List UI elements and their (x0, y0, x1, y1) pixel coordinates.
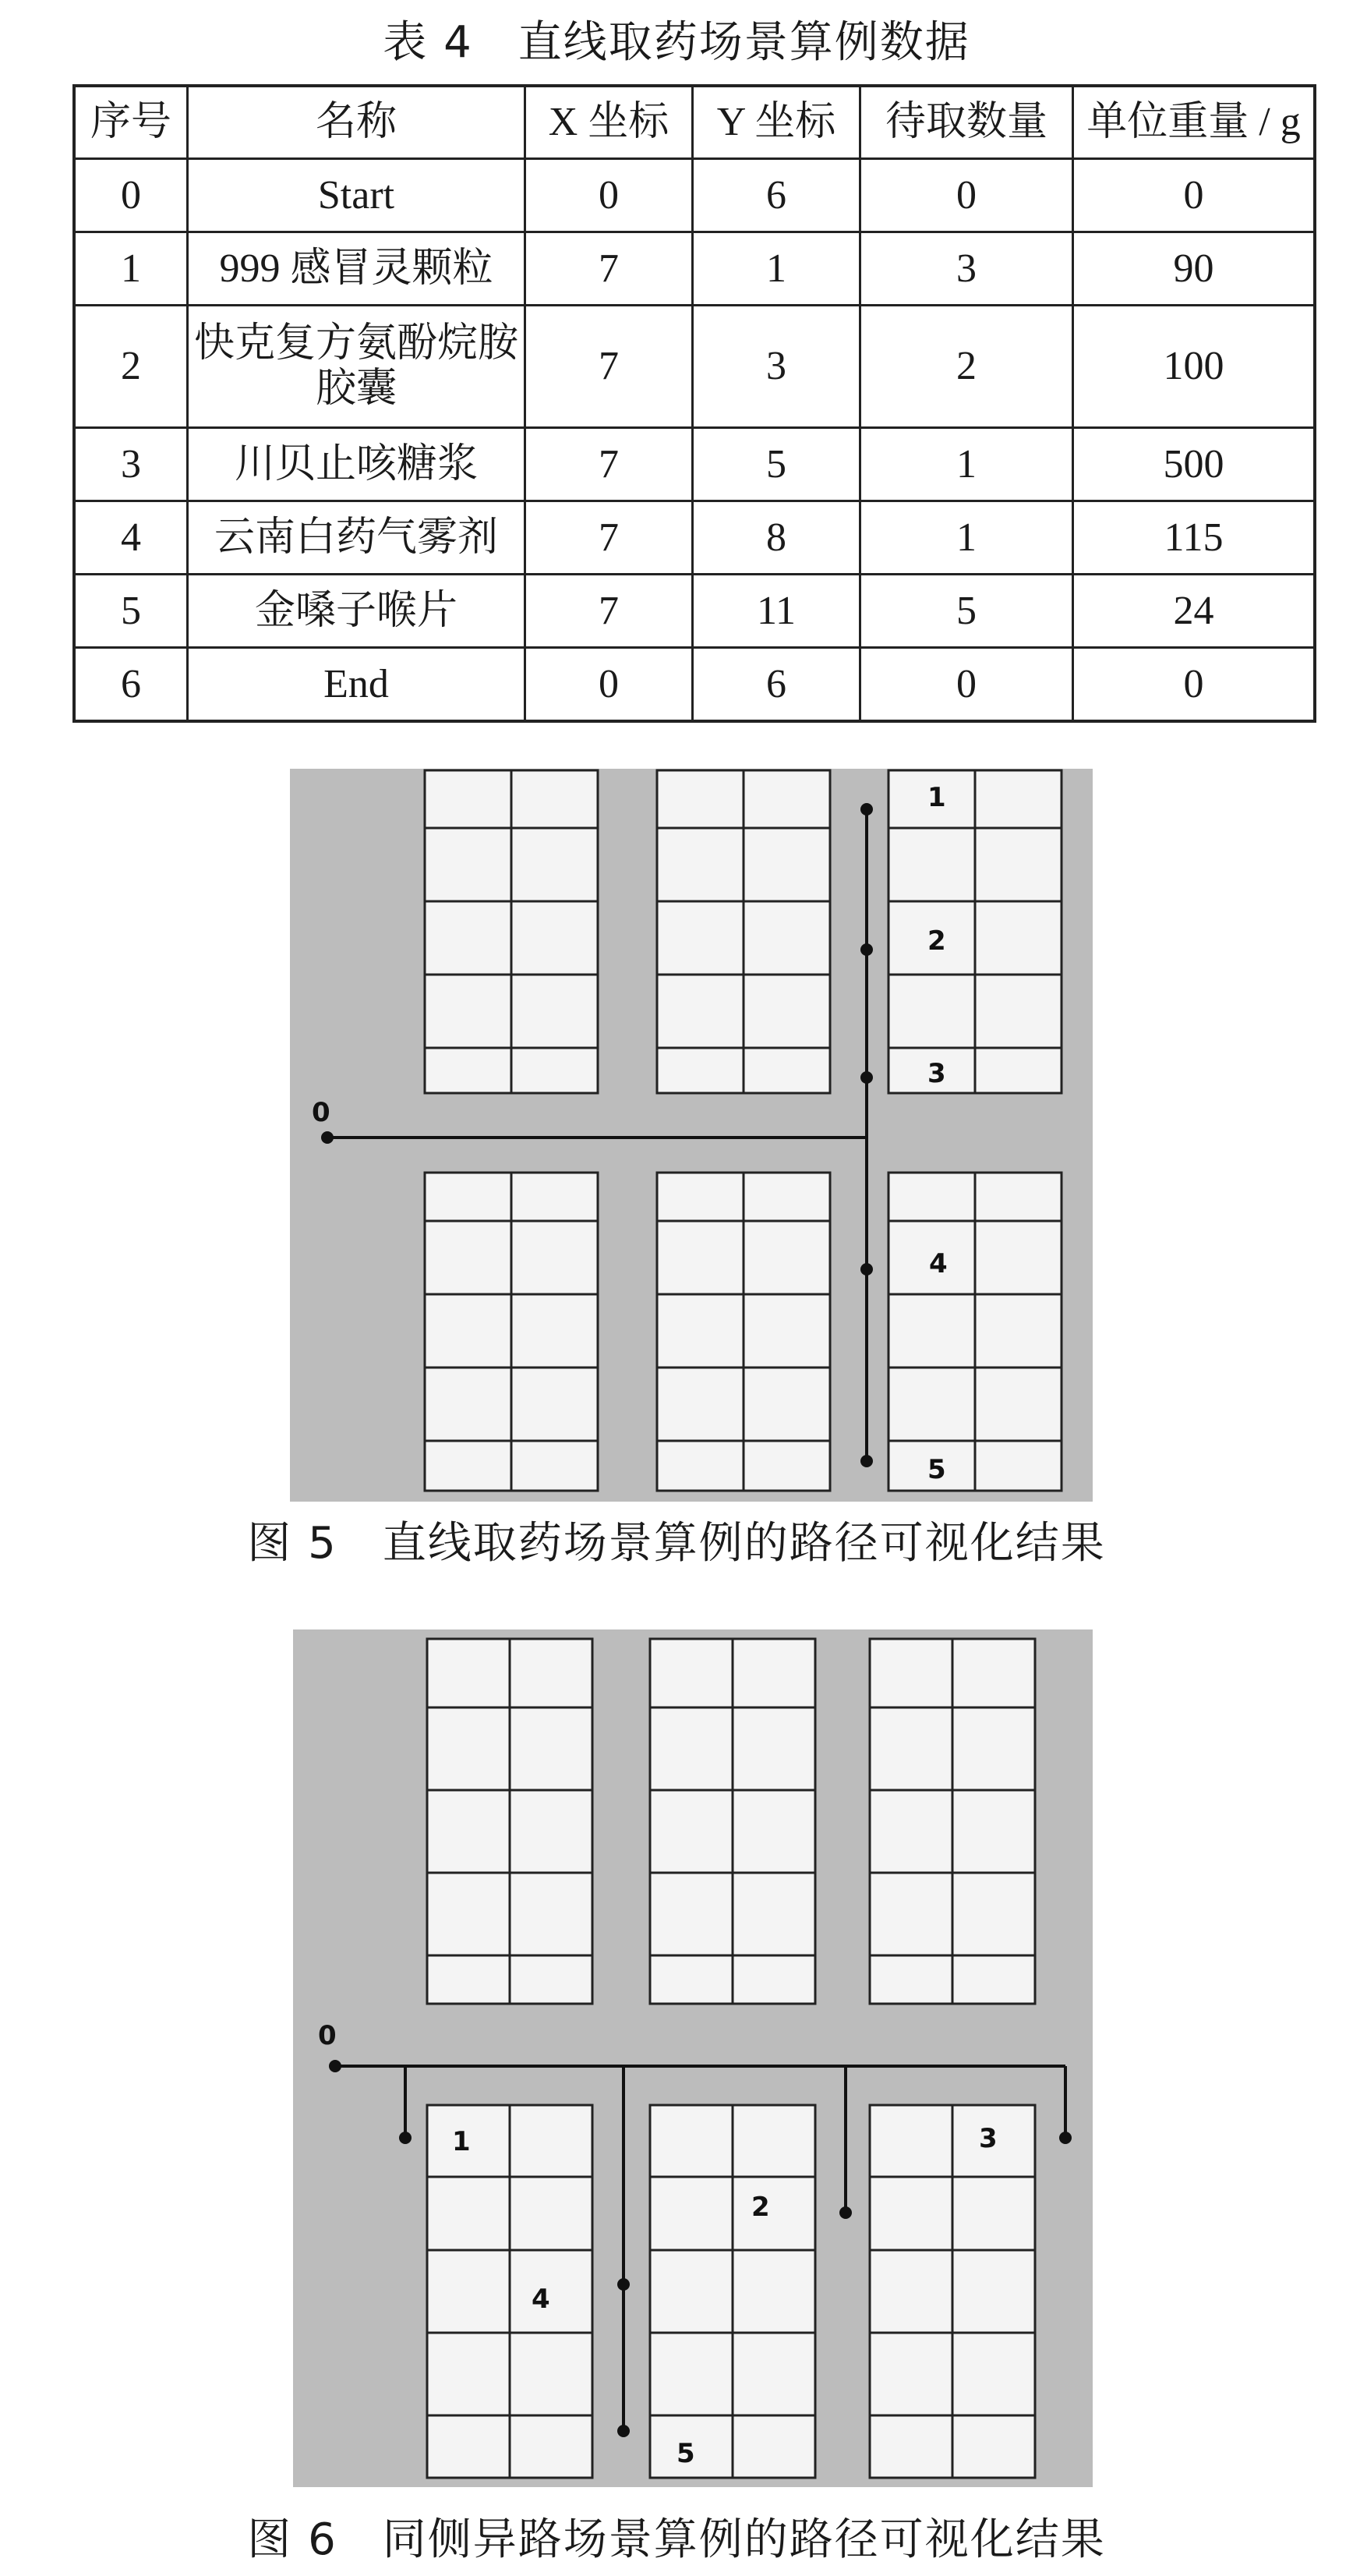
header-id: 序号 (74, 86, 188, 159)
path-node (860, 1455, 873, 1467)
cell-qty: 0 (860, 159, 1073, 232)
cell-x: 0 (525, 648, 693, 722)
shelf-unit (650, 1639, 815, 2004)
cell-qty: 1 (860, 501, 1073, 575)
cell-name: 快克复方氨酚烷胺胶囊 (188, 306, 525, 428)
shelf-unit (427, 2105, 592, 2478)
cell-y: 3 (693, 306, 860, 428)
cell-id: 0 (74, 159, 188, 232)
path-node (329, 2060, 341, 2072)
cell-weight: 0 (1073, 648, 1316, 722)
cell-qty: 2 (860, 306, 1073, 428)
node-label: 3 (979, 2123, 998, 2154)
cell-weight: 115 (1073, 501, 1316, 575)
cell-name: 云南白药气雾剂 (188, 501, 525, 575)
cell-y: 8 (693, 501, 860, 575)
shelf-unit (657, 770, 830, 1093)
cell-qty: 3 (860, 232, 1073, 306)
header-y: Y 坐标 (693, 86, 860, 159)
path-node (839, 2206, 852, 2219)
table-row (74, 428, 1315, 501)
cell-x: 7 (525, 501, 693, 575)
cell-id: 3 (74, 428, 188, 501)
shelf-unit (657, 1173, 830, 1491)
cell-x: 7 (525, 306, 693, 428)
cell-x: 0 (525, 159, 693, 232)
cell-qty: 1 (860, 428, 1073, 501)
table-caption: 表 4 直线取药场景算例数据 (383, 17, 970, 68)
node-label: 2 (751, 2192, 770, 2223)
cell-weight: 90 (1073, 232, 1316, 306)
cell-name: Start (188, 159, 525, 232)
cell-name: 999 感冒灵颗粒 (188, 232, 525, 306)
figure-5-diagram (0, 769, 1353, 1502)
path-node (1059, 2132, 1072, 2144)
cell-y: 5 (693, 428, 860, 501)
shelf-unit (650, 2105, 815, 2478)
cell-name: 川贝止咳糖浆 (188, 428, 525, 501)
shelf-unit (870, 1639, 1035, 2004)
cell-id: 2 (74, 306, 188, 428)
node-label: 5 (676, 2438, 695, 2469)
cell-y: 6 (693, 159, 860, 232)
table-row (74, 501, 1315, 575)
figure-6-caption: 图 6 同侧异路场景算例的路径可视化结果 (247, 2514, 1106, 2565)
cell-weight: 100 (1073, 306, 1316, 428)
cell-qty: 0 (860, 648, 1073, 722)
header-name: 名称 (188, 86, 525, 159)
cell-id: 1 (74, 232, 188, 306)
shelf-unit (425, 770, 598, 1093)
cell-weight: 0 (1073, 159, 1316, 232)
path-node (617, 2278, 630, 2291)
table-row (74, 306, 1315, 428)
cell-x: 7 (525, 428, 693, 501)
cell-id: 4 (74, 501, 188, 575)
path-node (860, 803, 873, 816)
node-label: 5 (927, 1454, 946, 1485)
figure-6 (0, 1629, 1353, 2487)
shelf-unit (870, 2105, 1035, 2478)
cell-y: 6 (693, 648, 860, 722)
cell-weight: 24 (1073, 575, 1316, 648)
header-weight: 单位重量 / g (1073, 86, 1316, 159)
figure-5-caption: 图 5 直线取药场景算例的路径可视化结果 (247, 1518, 1106, 1569)
node-label: 2 (927, 925, 946, 957)
path-node (321, 1131, 334, 1144)
header-x: X 坐标 (525, 86, 693, 159)
node-label: 0 (312, 1097, 330, 1128)
figure-5 (0, 769, 1353, 1502)
path-node (860, 1071, 873, 1084)
shelf-unit (425, 1173, 598, 1491)
cell-name: 金嗓子喉片 (188, 575, 525, 648)
node-label: 4 (929, 1248, 948, 1279)
cell-qty: 5 (860, 575, 1073, 648)
node-label: 4 (532, 2284, 550, 2315)
cell-y: 11 (693, 575, 860, 648)
path-node (399, 2132, 412, 2144)
table-row (74, 232, 1315, 306)
shelf-unit (427, 1639, 592, 2004)
node-label: 0 (318, 2020, 337, 2051)
cell-weight: 500 (1073, 428, 1316, 501)
table-header-row (74, 86, 1315, 159)
table-row (74, 159, 1315, 232)
cell-id: 6 (74, 648, 188, 722)
cell-id: 5 (74, 575, 188, 648)
cell-x: 7 (525, 232, 693, 306)
path-node (860, 943, 873, 956)
node-label: 1 (927, 782, 946, 813)
path-node (617, 2425, 630, 2437)
shelf-unit (888, 1173, 1062, 1491)
node-label: 3 (927, 1058, 946, 1089)
path-node (860, 1263, 873, 1276)
header-qty: 待取数量 (860, 86, 1073, 159)
table-row (74, 575, 1315, 648)
node-label: 1 (452, 2126, 471, 2157)
cell-y: 1 (693, 232, 860, 306)
shelf-unit (888, 770, 1062, 1093)
cell-name: End (188, 648, 525, 722)
figure-6-diagram (0, 1629, 1353, 2487)
table-row (74, 648, 1315, 722)
drug-data-table (72, 84, 1316, 723)
cell-x: 7 (525, 575, 693, 648)
